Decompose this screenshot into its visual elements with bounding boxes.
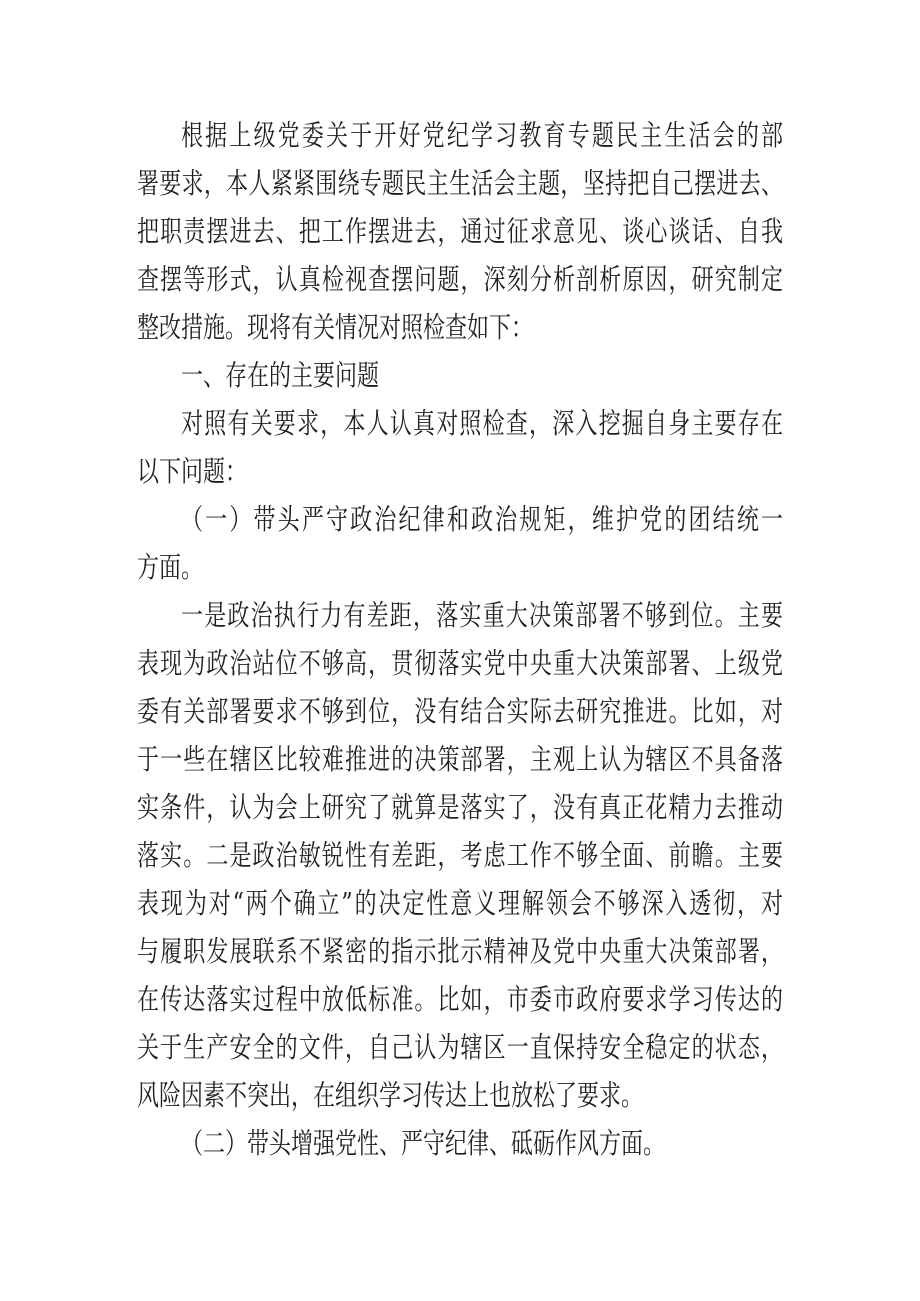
text-line: （一）带头严守政治纪律和政治规矩，维护党的团结统一 xyxy=(181,504,783,537)
text-line: （二）带头增强党性、严守纪律、砥砺作风方面。 xyxy=(181,1128,666,1161)
paragraph-issues xyxy=(137,593,783,1121)
text-line: 关于生产安全的文件，自己认为辖区一直保持安全稳定的状态， xyxy=(137,1032,783,1065)
text-line: 署要求，本人紧紧围绕专题民主生活会主题，坚持把自己摆进去、 xyxy=(137,168,783,201)
text-line: 于一些在辖区比较难推进的决策部署，主观上认为辖区不具备落 xyxy=(137,744,783,777)
paragraph-overview xyxy=(137,401,783,497)
text-line: 一是政治执行力有差距，落实重大决策部署不够到位。主要 xyxy=(181,600,783,633)
text-line: 表现为政治站位不够高，贯彻落实党中央重大决策部署、上级党 xyxy=(137,648,783,681)
document-body xyxy=(137,113,783,1169)
text-line: 委有关部署要求不够到位，没有结合实际去研究推进。比如，对 xyxy=(137,696,783,729)
text-line: 对照有关要求，本人认真对照检查，深入挖掘自身主要存在 xyxy=(181,408,783,441)
paragraph-intro xyxy=(137,113,783,353)
text-line: 风险因素不突出，在组织学习传达上也放松了要求。 xyxy=(137,1080,644,1113)
text-line: 实条件，认为会上研究了就算是落实了，没有真正花精力去推动 xyxy=(137,792,783,825)
text-line: 根据上级党委关于开好党纪学习教育专题民主生活会的部 xyxy=(181,120,783,153)
text-line: 查摆等形式，认真检视查摆问题，深刻分析剖析原因，研究制定 xyxy=(137,264,783,297)
text-line: 把职责摆进去、把工作摆进去，通过征求意见、谈心谈话、自我 xyxy=(137,216,783,249)
text-line: 表现为对“两个确立”的决定性意义理解领会不够深入透彻，对 xyxy=(137,888,783,921)
text-line: 整改措施。现将有关情况对照检查如下： xyxy=(137,312,534,345)
text-line: 一、存在的主要问题 xyxy=(181,360,380,393)
text-line: 在传达落实过程中放低标准。比如，市委市政府要求学习传达的 xyxy=(137,984,783,1017)
text-line: 以下问题： xyxy=(137,456,248,489)
text-line: 方面。 xyxy=(137,552,204,585)
text-line: 与履职发展联系不紧密的指示批示精神及党中央重大决策部署， xyxy=(137,936,783,969)
subsection-heading-1 xyxy=(137,497,783,593)
text-line: 落实。二是政治敏锐性有差距，考虑工作不够全面、前瞻。主要 xyxy=(137,840,783,873)
subsection-heading-2 xyxy=(137,1121,783,1169)
